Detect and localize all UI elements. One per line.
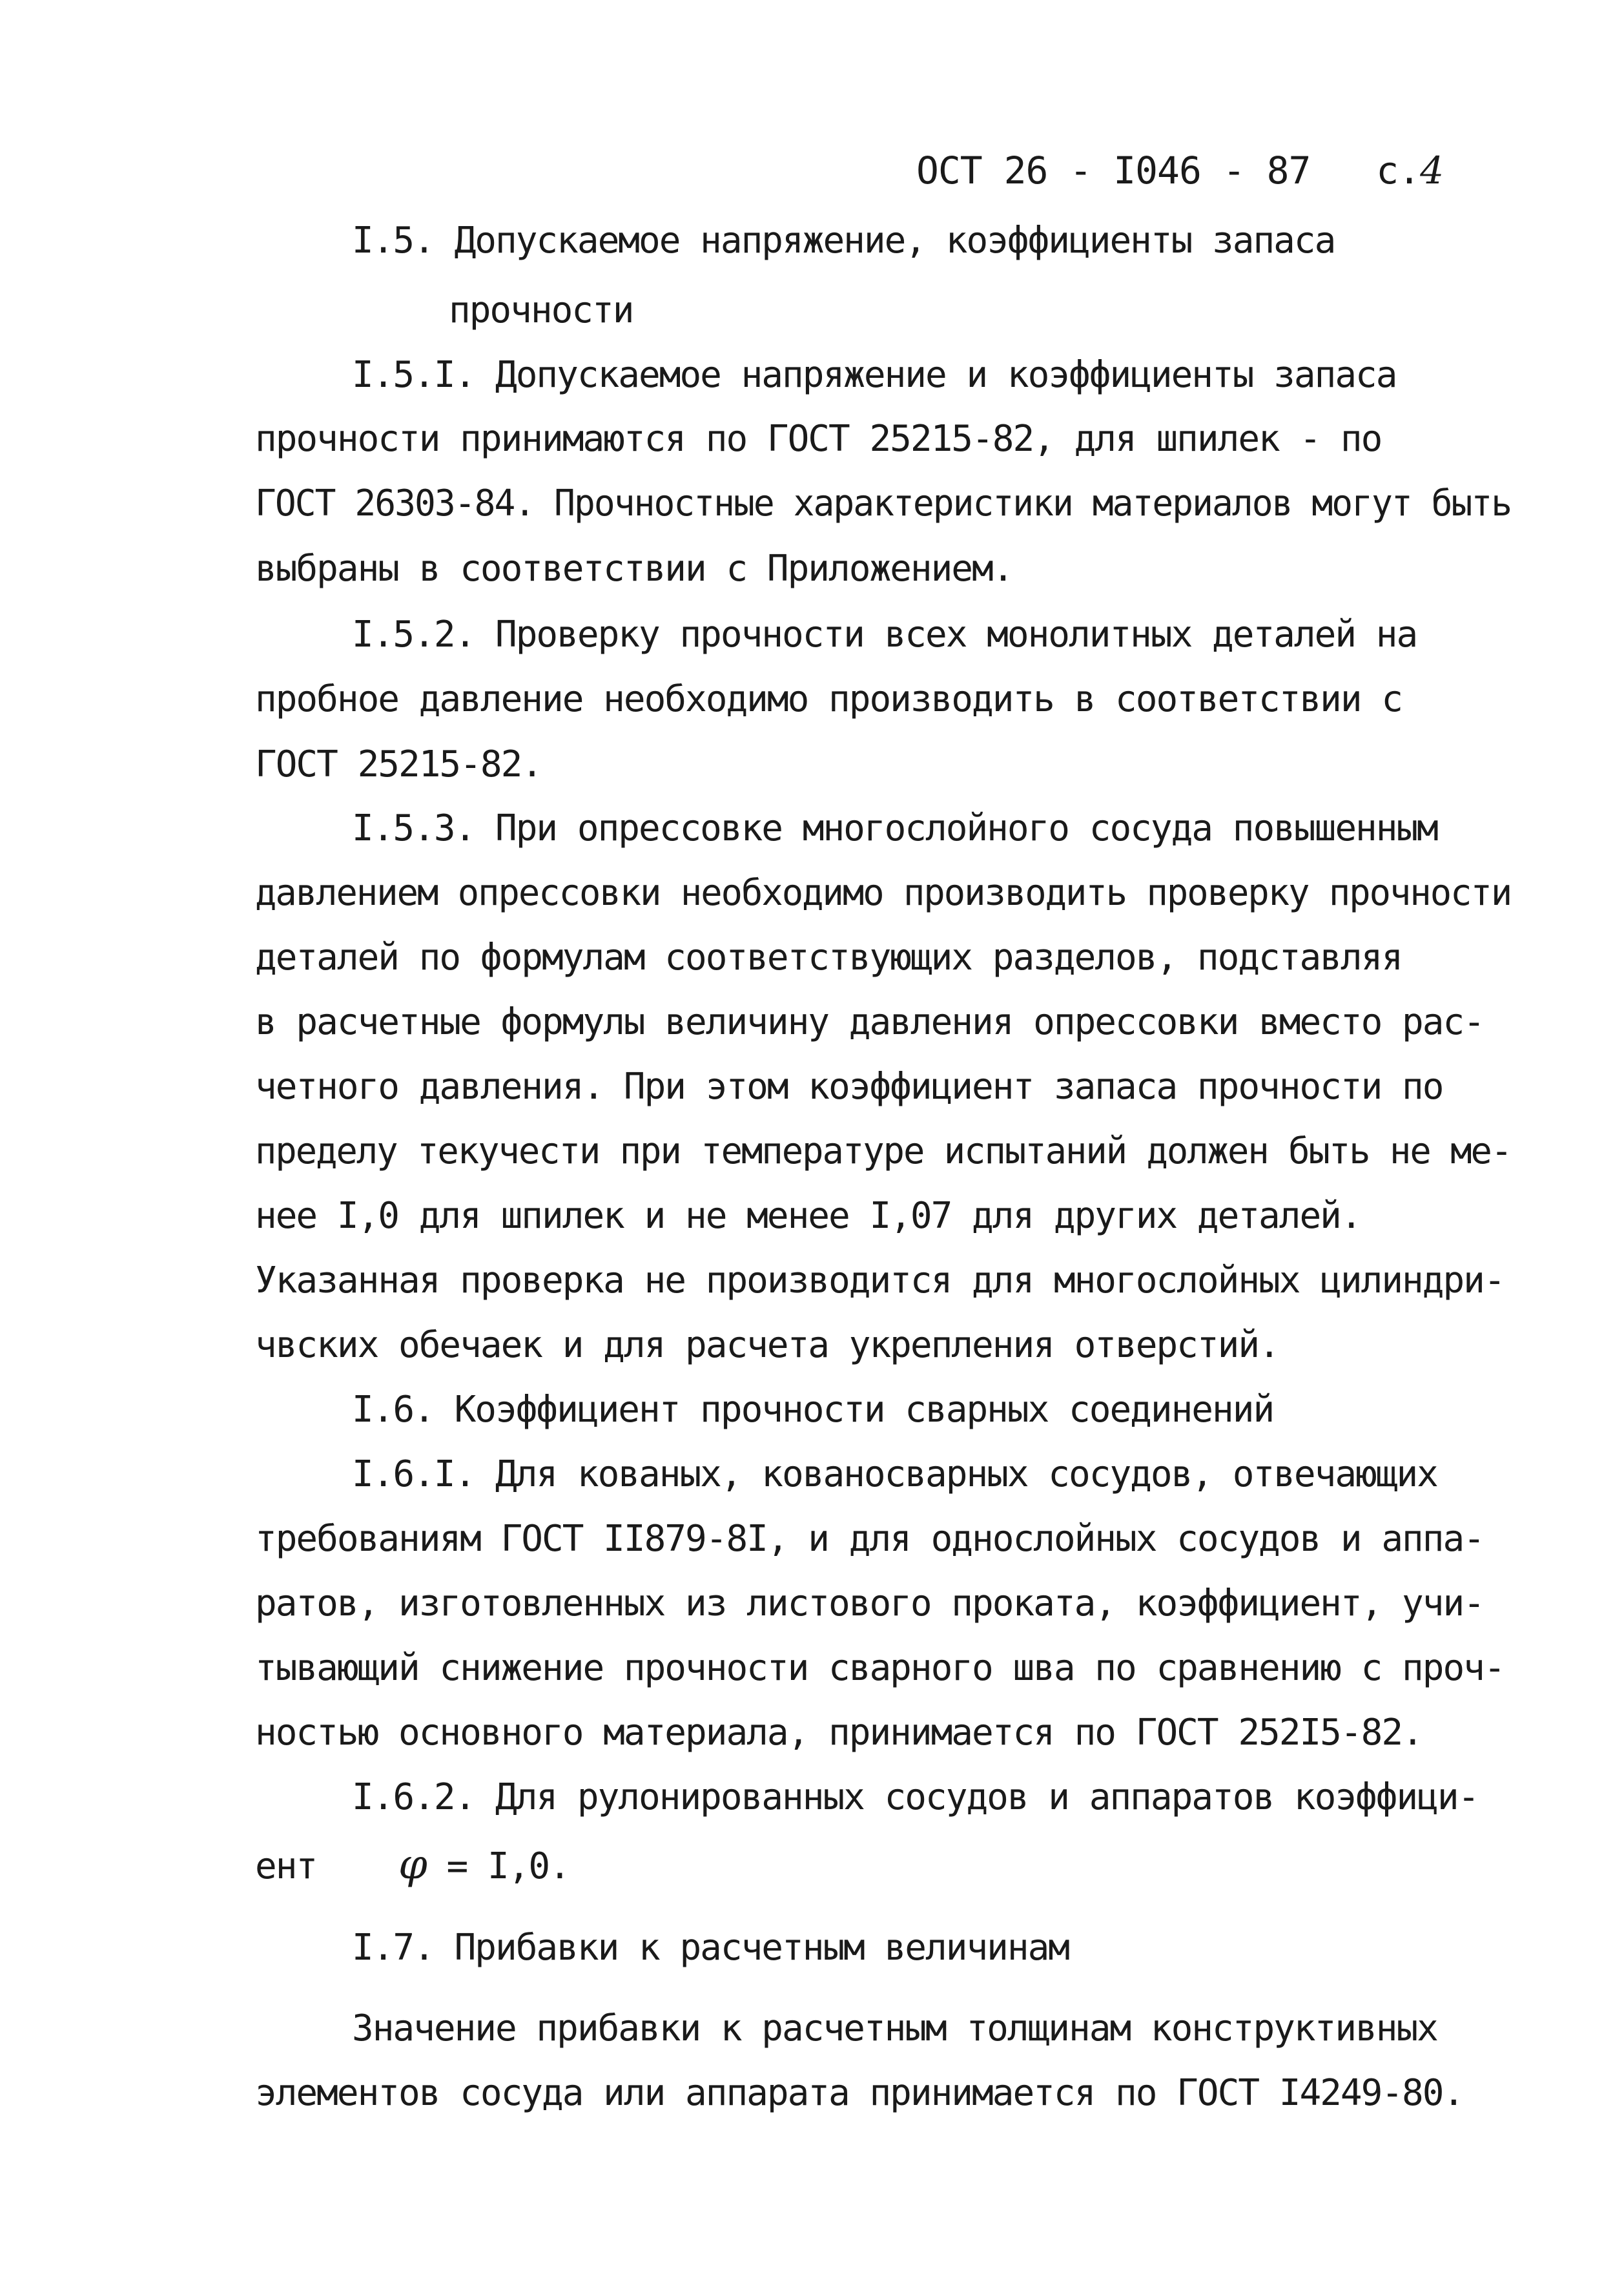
formula-line	[255, 1841, 570, 1889]
body-line: требованиям ГОСТ II879-8I, и для однослойных сосудов и аппа-	[255, 1518, 1484, 1560]
body-line: Значение прибавки к расчетным толщинам конструктивных	[352, 2007, 1437, 2049]
body-line: выбраны в соответствии с Приложением.	[255, 548, 1013, 590]
clause-1-6-1: I.6.I. Для кованых, кованосварных сосудов, отвечающих	[352, 1453, 1437, 1495]
body-line: ратов, изготовленных из листового проката, коэффициент, учи-	[255, 1582, 1484, 1624]
document-number: ОСТ 26 - I046 - 87	[916, 149, 1311, 192]
page-number: 4	[1420, 149, 1443, 192]
phi-symbol: φ	[398, 1841, 426, 1889]
body-line: четного давления. При этом коэффициент запаса прочности по	[255, 1066, 1443, 1108]
body-line: пределу текучести при температуре испытаний должен быть не ме-	[255, 1130, 1512, 1172]
section-heading-1-5-cont: прочности	[449, 289, 633, 331]
body-line: ГОСТ 26303-84. Прочностные характеристики материалов могут быть	[255, 482, 1512, 524]
clause-1-6-2: I.6.2. Для рулонированных сосудов и аппаратов коэффици-	[352, 1776, 1479, 1818]
body-line: Указанная проверка не производится для многослойных цилиндри-	[255, 1259, 1505, 1301]
section-heading-1-6: I.6. Коэффициент прочности сварных соединений	[352, 1389, 1274, 1431]
body-line: нее I,0 для шпилек и не менее I,07 для других деталей.	[255, 1195, 1361, 1237]
page-header	[916, 149, 1443, 192]
clause-1-5-3: I.5.3. При опрессовке многослойного сосуда повышенным	[352, 807, 1437, 849]
formula-prefix: ент	[255, 1845, 317, 1887]
formula-expression: = I,0.	[446, 1845, 570, 1887]
body-line: деталей по формулам соответствующих разделов, подставляя	[255, 937, 1403, 979]
body-line: в расчетные формулы величину давления опрессовки вместо рас-	[255, 1001, 1484, 1043]
section-heading-1-5: I.5. Допускаемое напряжение, коэффициенты запаса	[352, 220, 1335, 262]
body-line: ГОСТ 25215-82.	[255, 743, 542, 785]
body-line: элементов сосуда или аппарата принимается по ГОСТ I4249-80.	[255, 2072, 1464, 2114]
body-line: чвских обечаек и для расчета укрепления отверстий.	[255, 1324, 1279, 1366]
body-line: ностью основного материала, принимается по ГОСТ 252I5-82.	[255, 1712, 1423, 1754]
body-line: тывающий снижение прочности сварного шва по сравнению с проч-	[255, 1647, 1505, 1689]
body-line: давлением опрессовки необходимо производить проверку прочности	[255, 872, 1512, 914]
body-line: пробное давление необходимо производить в соответствии с	[255, 678, 1403, 720]
clause-1-5-1: I.5.I. Допускаемое напряжение и коэффициенты запаса	[352, 354, 1397, 396]
section-heading-1-7: I.7. Прибавки к расчетным величинам	[352, 1927, 1069, 1969]
page-label: с.	[1376, 149, 1421, 192]
body-line: прочности принимаются по ГОСТ 25215-82, для шпилек - по	[255, 418, 1382, 460]
clause-1-5-2: I.5.2. Проверку прочности всех монолитных деталей на	[352, 614, 1417, 656]
